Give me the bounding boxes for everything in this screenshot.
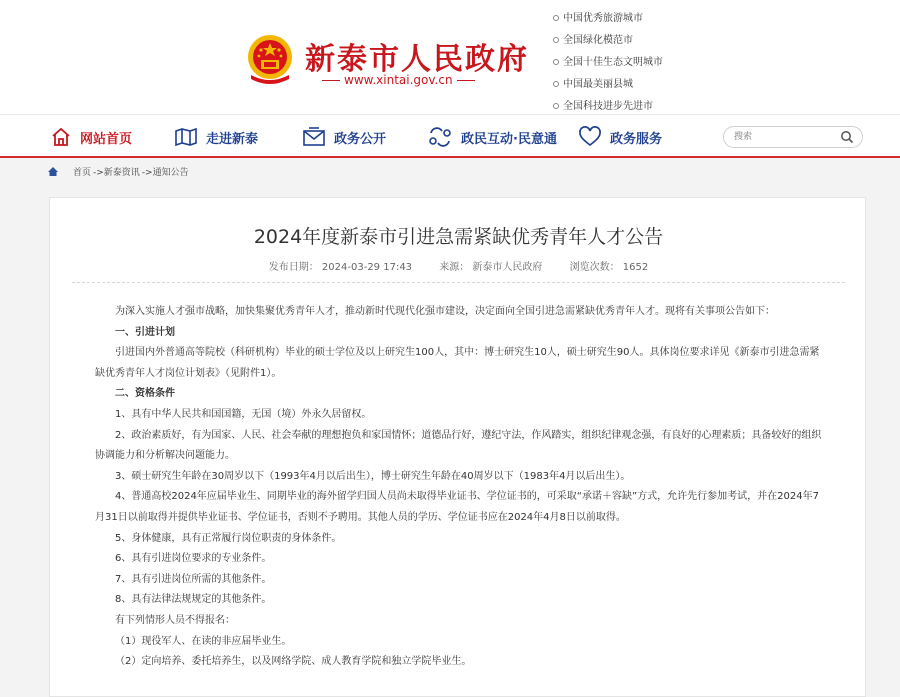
interaction-icon	[427, 126, 453, 148]
site-header	[0, 0, 900, 114]
nav-item-services[interactable]	[578, 123, 662, 151]
article-paragraph: 3、硕士研究生年龄在30周岁以下（1993年4月以后出生），博士研究生年龄在40周岁以下（1983年4月以后出生）。	[115, 470, 631, 482]
nav-item-label: 网站首页	[80, 131, 133, 147]
article-paragraph: 1、具有中华人民共和国国籍，无国（境）外永久居留权。	[115, 408, 372, 420]
bullet-icon	[553, 103, 559, 109]
article-paragraph: 8、具有法律法规规定的其他条件。	[115, 594, 272, 606]
breadcrumb	[47, 163, 191, 179]
nav-item-label: 政务公开	[334, 131, 387, 147]
nav-item-gov-open[interactable]	[302, 123, 386, 151]
breadcrumb-news[interactable]: ->新泰资讯	[93, 167, 140, 178]
honor-item	[553, 52, 733, 74]
view-count: 浏览次数： 1652	[569, 262, 649, 273]
nav-item-label: 政民互动·民意通	[461, 131, 557, 147]
article-title: 2024年度新泰市引进急需紧缺优秀青年人才公告	[253, 226, 664, 248]
honor-label: 全国绿化模范市	[563, 35, 633, 46]
honor-label: 中国最美丽县城	[563, 79, 633, 90]
honor-item	[553, 30, 733, 52]
nav-item-about[interactable]	[174, 123, 258, 151]
article-paragraph: 2、政治素质好，有为国家、人民、社会奉献的理想抱负和家国情怀；道德品行好，遵纪守法，作风踏实，组织纪律观念强，有良好的心理素质；具备较好的组织协调能力和分析解决问题能力。	[95, 429, 822, 462]
url-left-line	[322, 80, 340, 81]
home-icon	[50, 126, 72, 148]
article-panel	[49, 197, 866, 697]
section-heading: 二、资格条件	[115, 388, 175, 400]
honor-label: 全国科技进步先进市	[563, 101, 653, 112]
nav-item-label: 走进新泰	[206, 131, 259, 147]
article-paragraph: 4、普通高校2024年应届毕业生、同期毕业的海外留学归国人员尚未取得毕业证书、学位证书的，可采取“承诺＋容缺”方式，允许先行参加考试，并在2024年7月31日以前取得并提供毕业证书、学位证书，否则不予聘用。其他人员的学历、学位证书应在2024年4月8日以前取得。	[95, 491, 819, 523]
site-url-text: www.xintai.gov.cn	[344, 73, 453, 87]
article-meta	[50, 258, 867, 273]
heart-icon	[578, 126, 602, 148]
article-source: 来源： 新泰市人民政府	[439, 262, 543, 273]
nav-item-home[interactable]	[50, 123, 132, 151]
nav-item-label: 政务服务	[610, 131, 663, 147]
site-url[interactable]	[318, 73, 479, 87]
article-body	[95, 302, 825, 673]
bullet-icon	[553, 15, 559, 21]
mail-icon	[302, 126, 326, 148]
bullet-icon	[553, 59, 559, 65]
article-paragraph: （2）定向培养、委托培养生，以及网络学院、成人教育学院和独立学院毕业生。	[115, 656, 472, 668]
breadcrumb-notices[interactable]: ->通知公告	[141, 167, 189, 178]
breadcrumb-home[interactable]: 首页	[73, 167, 92, 178]
search-input[interactable]	[734, 129, 834, 145]
article-paragraph: 为深入实施人才强市战略，加快集聚优秀青年人才，推动新时代现代化强市建设，决定面向全国引进急需紧缺优秀青年人才。现将有关事项公告如下：	[115, 306, 775, 317]
article-paragraph: 有下列情形人员不得报名：	[115, 614, 235, 626]
section-heading: 一、引进计划	[115, 326, 175, 338]
bullet-icon	[553, 37, 559, 43]
honor-item	[553, 8, 733, 30]
honor-item	[553, 74, 733, 96]
article-paragraph: 引进国内外普通高等院校（科研机构）毕业的硕士学位及以上研究生100人，其中：博士研究生10人，硕士研究生90人。具体岗位要求详见《新泰市引进急需紧缺优秀青年人才岗位计划表》（见附件1）。	[95, 347, 820, 379]
honor-label: 中国优秀旅游城市	[563, 13, 643, 24]
bullet-icon	[553, 81, 559, 87]
breadcrumb-home-icon	[47, 166, 59, 177]
national-emblem-icon	[245, 33, 295, 85]
publish-date: 发布日期： 2024-03-29 17:43	[268, 262, 413, 273]
main-nav	[0, 114, 900, 158]
site-title: 新泰市人民政府	[305, 42, 529, 77]
url-right-line	[457, 80, 475, 81]
title-divider	[72, 282, 845, 283]
search-icon[interactable]	[840, 130, 854, 144]
article-paragraph: 5、身体健康，具有正常履行岗位职责的身体条件。	[115, 532, 342, 544]
nav-item-interaction[interactable]	[427, 123, 557, 151]
article-paragraph: 6、具有引进岗位要求的专业条件。	[115, 553, 272, 565]
article-paragraph: （1）现役军人、在读的非应届毕业生。	[115, 635, 292, 647]
search-box	[723, 126, 863, 148]
honor-label: 全国十佳生态文明城市	[563, 57, 663, 68]
article-paragraph: 7、具有引进岗位所需的其他条件。	[115, 573, 272, 585]
map-icon	[174, 126, 198, 148]
honors-list	[553, 8, 733, 112]
